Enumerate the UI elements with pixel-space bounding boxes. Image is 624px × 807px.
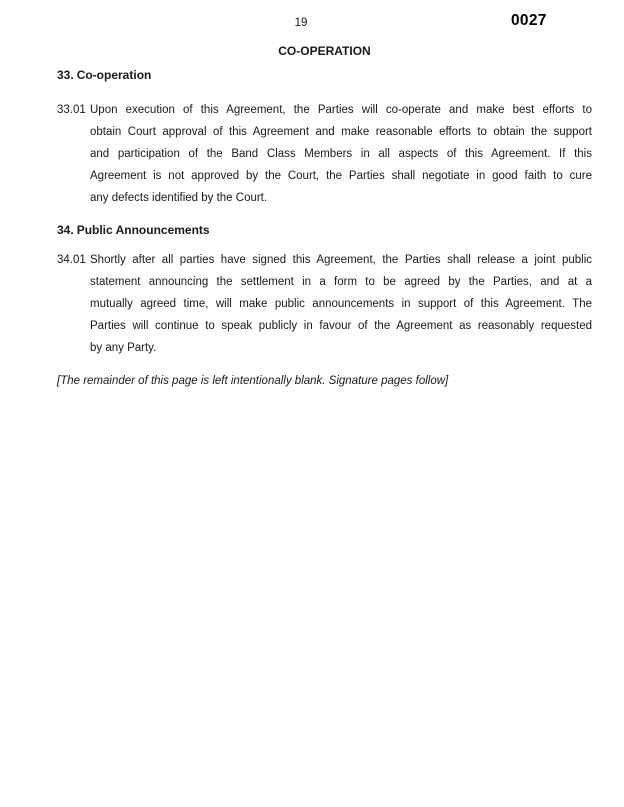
paragraph-34-01	[57, 249, 592, 359]
page-number: 19	[294, 17, 308, 29]
intentionally-blank-note: [The remainder of this page is left intentionally blank. Signature pages follow]	[57, 375, 449, 387]
text-line: Shortly after all parties have signed this Agreement, the Parties shall release a joint public	[90, 254, 592, 266]
text-line: Upon execution of this Agreement, the Parties will co-operate and make best efforts to	[90, 104, 592, 116]
paragraph-33-01-text	[90, 99, 592, 209]
section-33-number: 33.	[57, 68, 74, 82]
section-33-heading	[57, 68, 592, 82]
text-line: statement announcing the settlement in a form to be agreed by the Parties, and at a	[90, 276, 592, 288]
paragraph-33-01	[57, 99, 592, 209]
bates-stamp-number: 0027	[511, 12, 547, 29]
paragraph-33-01-number: 33.01	[57, 104, 86, 116]
section-34-number: 34.	[57, 223, 74, 237]
text-line: any defects identified by the Court.	[90, 192, 268, 204]
section-33-title: Co-operation	[76, 68, 152, 82]
paragraph-34-01-text	[90, 249, 592, 359]
text-line: by any Party.	[90, 342, 157, 354]
section-34-heading	[57, 223, 592, 237]
text-line: obtain Court approval of this Agreement and make reasonable efforts to obtain the support	[90, 126, 592, 138]
text-line: and participation of the Band Class Members in all aspects of this Agreement. If this	[90, 148, 592, 160]
section-34-title: Public Announcements	[76, 223, 210, 237]
text-line: mutually agreed time, will make public announcements in support of this Agreement. The	[90, 298, 592, 310]
text-line: Agreement is not approved by the Court, the Parties shall negotiate in good faith to cure	[90, 170, 592, 182]
document-body	[0, 44, 624, 389]
paragraph-34-01-number: 34.01	[57, 254, 86, 266]
page-title: CO-OPERATION	[278, 44, 371, 58]
text-line: Parties will continue to speak publicly in favour of the Agreement as reasonably requested	[90, 320, 592, 332]
